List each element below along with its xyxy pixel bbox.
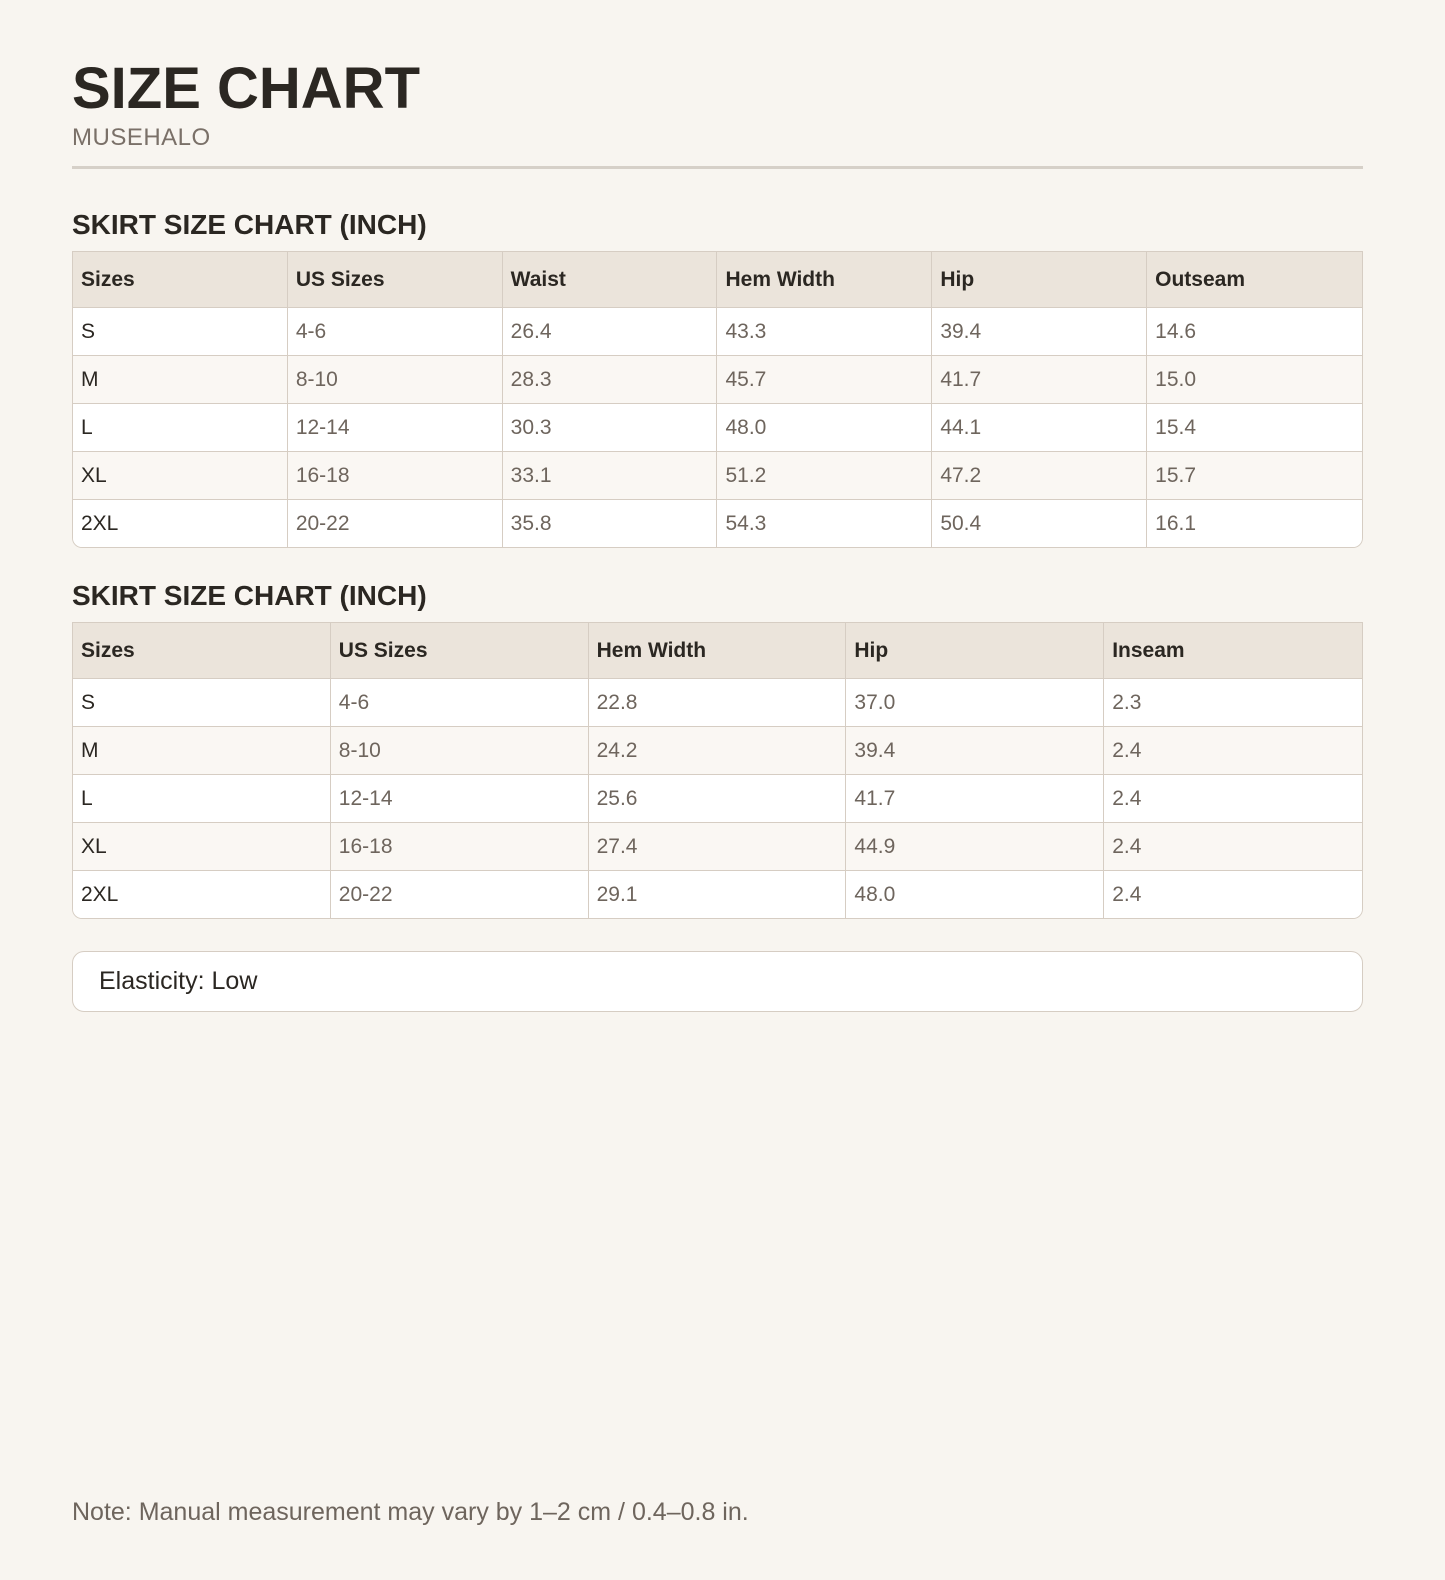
table-cell: 25.6 (589, 775, 847, 823)
table-cell: 48.0 (846, 871, 1104, 918)
table-row (73, 775, 1362, 823)
table-cell: 2XL (73, 871, 331, 918)
table-cell: XL (73, 823, 331, 871)
table-cell: 8-10 (288, 356, 503, 404)
table-cell: 12-14 (331, 775, 589, 823)
size-table-2 (72, 622, 1363, 919)
table-cell: 4-6 (288, 308, 503, 356)
column-header-us-sizes: US Sizes (331, 622, 589, 679)
table-cell: 16-18 (331, 823, 589, 871)
table-row (73, 404, 1362, 452)
table-cell: 47.2 (932, 452, 1147, 500)
table-cell: 26.4 (503, 308, 718, 356)
table-row (73, 452, 1362, 500)
table-cell: 24.2 (589, 727, 847, 775)
table-cell: 44.1 (932, 404, 1147, 452)
skirt-chart-title-2: SKIRT SIZE CHART (INCH) (72, 580, 427, 611)
table-cell: 39.4 (846, 727, 1104, 775)
column-header-us-sizes: US Sizes (288, 251, 503, 308)
table-cell: 2.4 (1104, 727, 1362, 775)
table-cell: 15.4 (1147, 404, 1362, 452)
table-cell: 16.1 (1147, 500, 1362, 547)
size-chart-page (72, 56, 1363, 1012)
measurement-note: Note: Manual measurement may vary by 1–2 cm / 0.4–0.8 in. (72, 1498, 749, 1526)
size-table-1 (72, 251, 1363, 548)
column-header-hem-width: Hem Width (717, 251, 932, 308)
table-cell: 15.0 (1147, 356, 1362, 404)
column-header-sizes: Sizes (73, 622, 331, 679)
table-cell: 20-22 (331, 871, 589, 918)
table-cell: 27.4 (589, 823, 847, 871)
table-cell: S (73, 679, 331, 727)
table-cell: 48.0 (717, 404, 932, 452)
table-row (73, 727, 1362, 775)
elasticity-box (72, 951, 1363, 1012)
table-cell: 22.8 (589, 679, 847, 727)
table-cell: 14.6 (1147, 308, 1362, 356)
page-title: SIZE CHART (72, 56, 420, 121)
table-cell: 16-18 (288, 452, 503, 500)
table-cell: XL (73, 452, 288, 500)
column-header-inseam: Inseam (1104, 622, 1362, 679)
table-cell: 15.7 (1147, 452, 1362, 500)
table-cell: 2.4 (1104, 871, 1362, 918)
table-row (73, 679, 1362, 727)
table-cell: 20-22 (288, 500, 503, 547)
column-header-waist: Waist (503, 251, 718, 308)
table-row (73, 823, 1362, 871)
table-cell: 39.4 (932, 308, 1147, 356)
table-row (73, 308, 1362, 356)
table-cell: 41.7 (846, 775, 1104, 823)
table-cell: M (73, 356, 288, 404)
table-cell: M (73, 727, 331, 775)
header-divider (72, 166, 1363, 169)
table-cell: 45.7 (717, 356, 932, 404)
table-cell: 4-6 (331, 679, 589, 727)
column-header-sizes: Sizes (73, 251, 288, 308)
table-cell: 37.0 (846, 679, 1104, 727)
table-cell: 44.9 (846, 823, 1104, 871)
table-cell: 51.2 (717, 452, 932, 500)
table-cell: 50.4 (932, 500, 1147, 547)
table-header-row (73, 622, 1362, 679)
table-cell: 43.3 (717, 308, 932, 356)
table-row (73, 356, 1362, 404)
table-cell: 12-14 (288, 404, 503, 452)
column-header-outseam: Outseam (1147, 251, 1362, 308)
table-header-row (73, 251, 1362, 308)
elasticity-label: Elasticity: Low (99, 967, 258, 995)
table-cell: 29.1 (589, 871, 847, 918)
table-cell: 28.3 (503, 356, 718, 404)
table-cell: 8-10 (331, 727, 589, 775)
table-cell: 2XL (73, 500, 288, 547)
table-row (73, 500, 1362, 547)
brand-name: MUSEHALO (72, 124, 211, 151)
table-cell: 54.3 (717, 500, 932, 547)
column-header-hem-width: Hem Width (589, 622, 847, 679)
table-cell: 41.7 (932, 356, 1147, 404)
table-cell: 35.8 (503, 500, 718, 547)
skirt-chart-title-1: SKIRT SIZE CHART (INCH) (72, 209, 427, 240)
column-header-hip: Hip (932, 251, 1147, 308)
table-cell: 2.4 (1104, 823, 1362, 871)
table-cell: 2.4 (1104, 775, 1362, 823)
table-cell: L (73, 775, 331, 823)
table-row (73, 871, 1362, 918)
table-cell: S (73, 308, 288, 356)
table-cell: 2.3 (1104, 679, 1362, 727)
table-cell: L (73, 404, 288, 452)
table-cell: 33.1 (503, 452, 718, 500)
table-cell: 30.3 (503, 404, 718, 452)
column-header-hip: Hip (846, 622, 1104, 679)
